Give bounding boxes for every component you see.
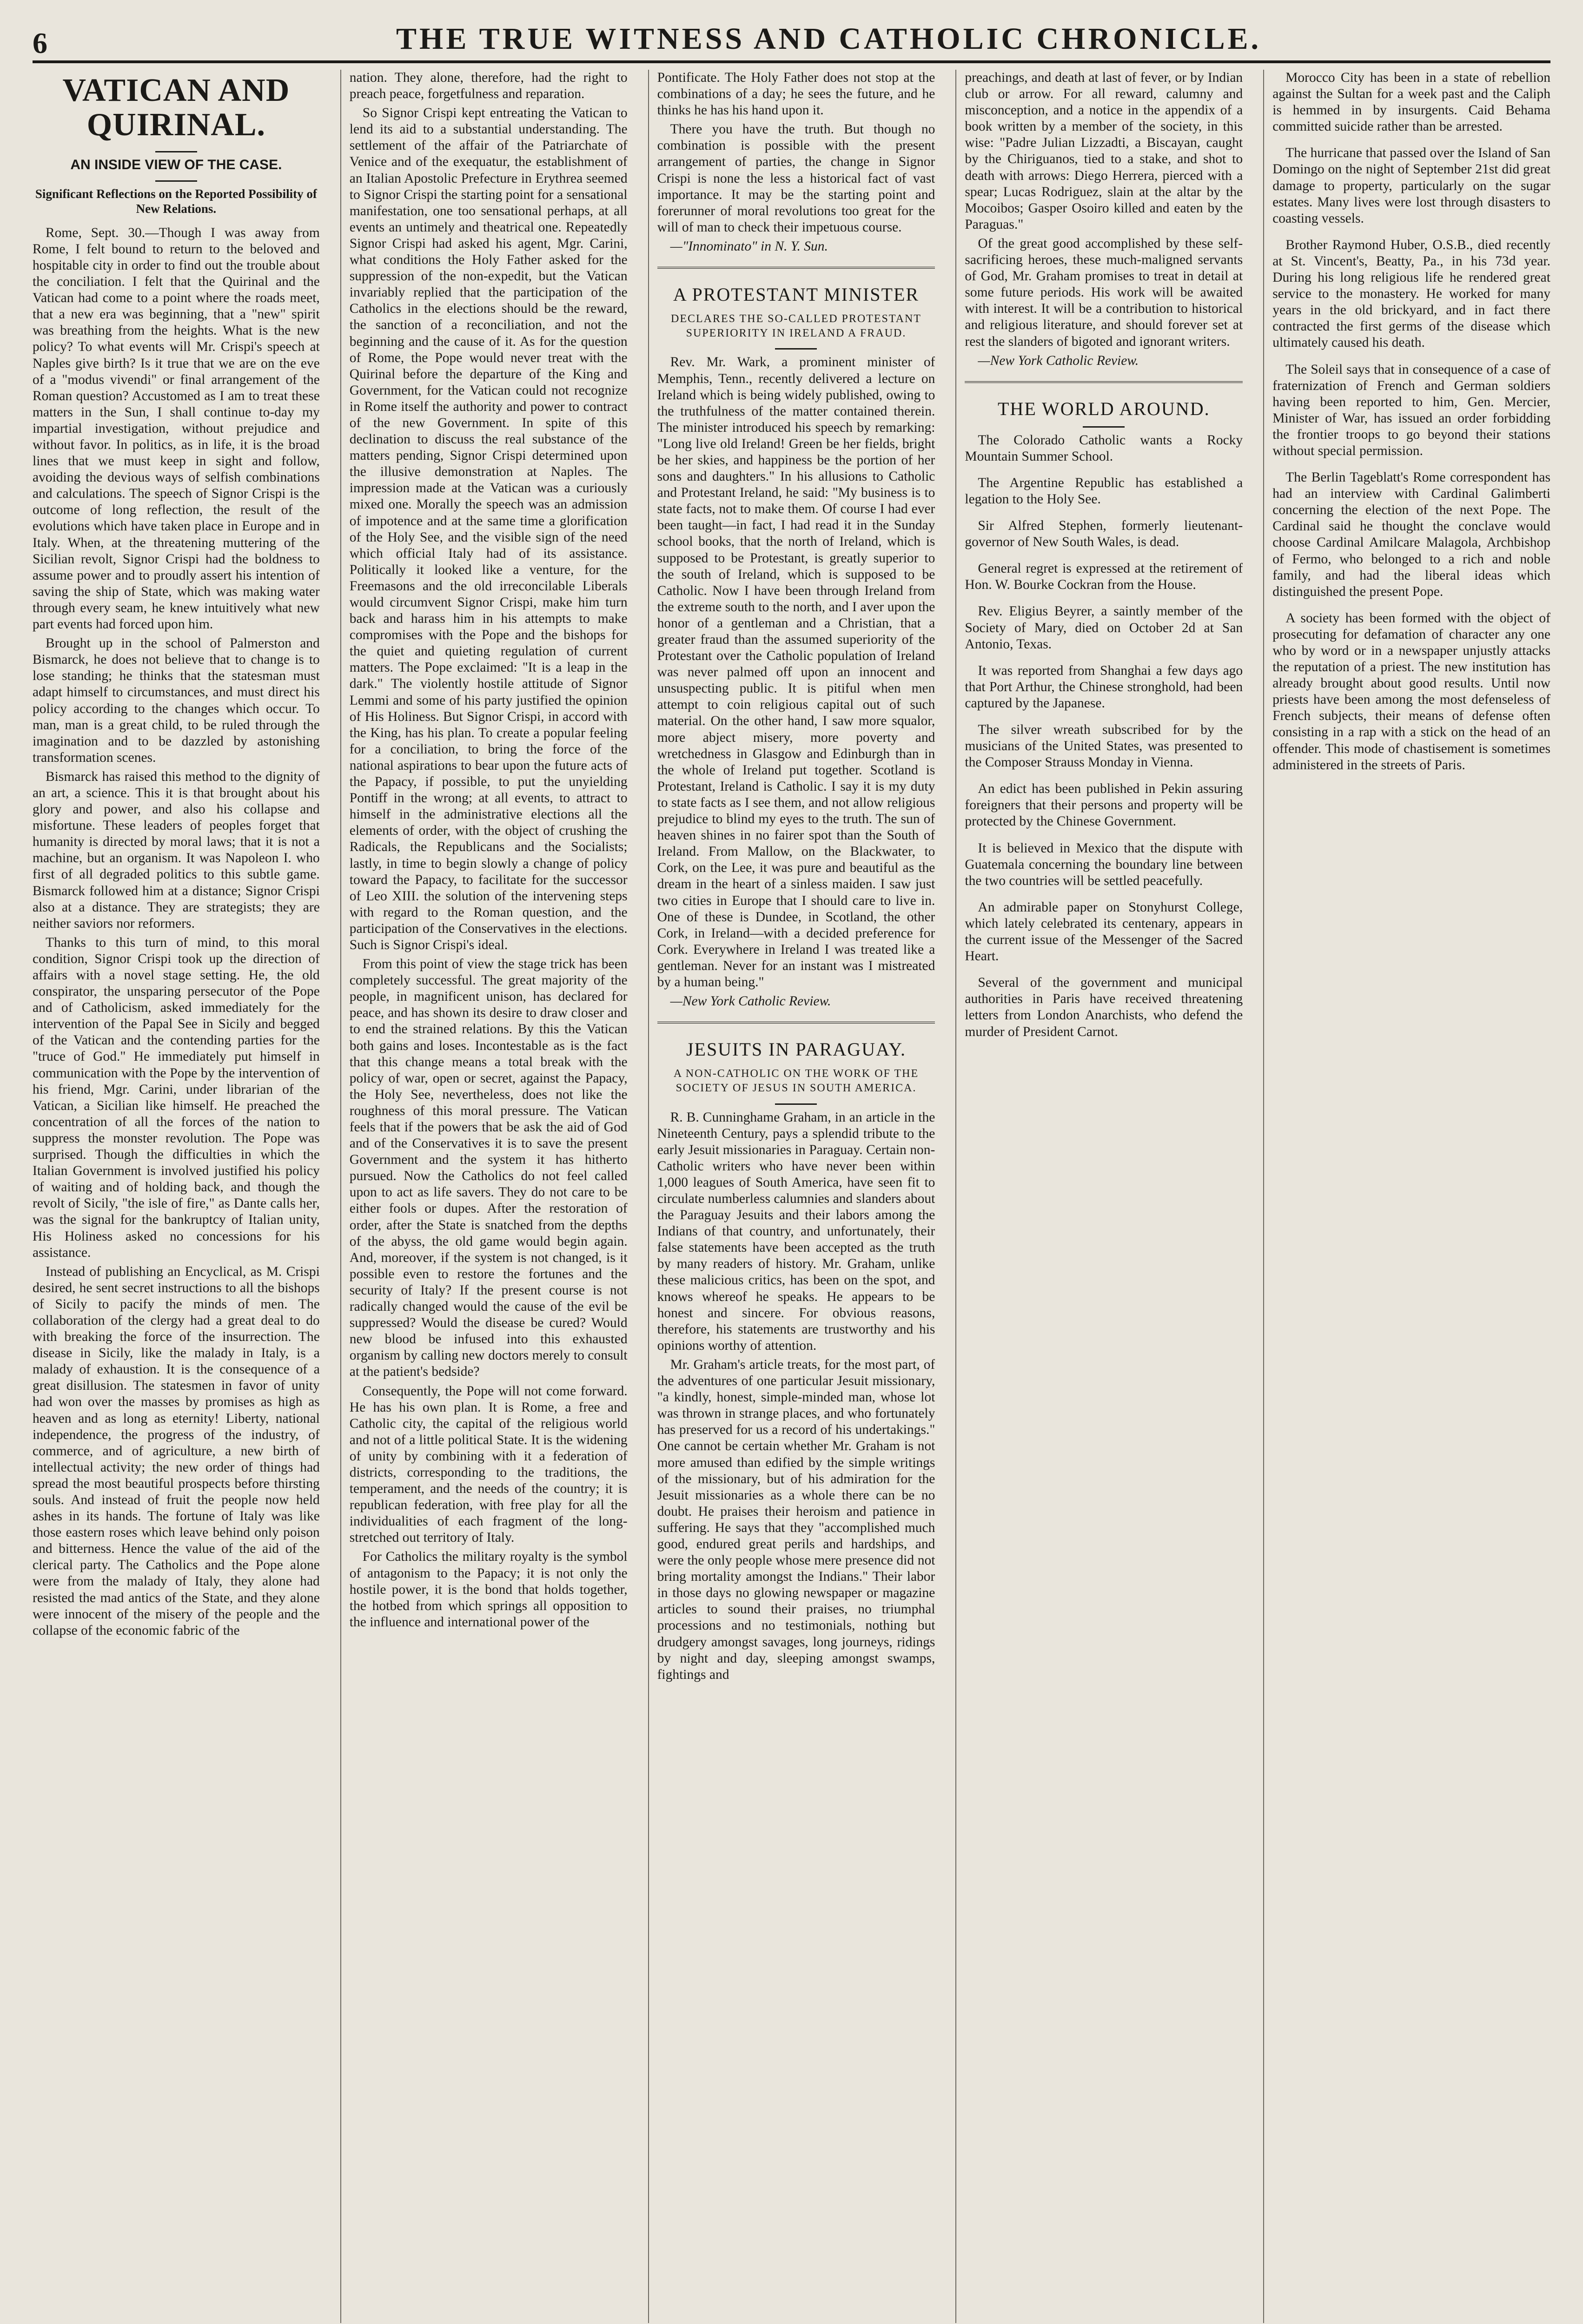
column-4	[955, 70, 1243, 2323]
vatican-paragraph: Instead of publishing an Encyclical, as M. Crispi desired, he sent secret instructions to all the bishops of Sicily to pacify the minds of men. The collaboration of the clergy had a great deal to do with breaking the force of the insurrection. The disease in Sicily, like the malady in Italy, is a malady of exhaustion. It is the consequence of a great disillusion. The statesmen in favor of unity had won over the masses by promises as high as heaven and as long as eternity! Liberty, national independence, the progress of the industry, of commerce, and of agriculture, a new birth of intellectual activity; the new order of things had spread the most beautiful prospects before thirsting souls. And instead of fruit the people now held ashes in its hands. The fortune of Italy was like those eastern roses which leave behind only poison and bitterness. Hence the value of the aid of the clerical party. The Catholics and the Pope alone were from the malady of Italy, they alone had resisted the mad antics of the State, and they alone were innocent of the misery of the people and the collapse of the economic fabric of the	[33, 1264, 320, 1638]
vatican-paragraph: So Signor Crispi kept entreating the Vatican to lend its aid to a substantial understanding. The settlement of the affair of the Patriarchate of Venice and of the exequatur, the establishment of an Italian Apostolic Prefecture in Erythrea seemed to Signor Crispi the starting point for a sensational manifestation, one too sensational perhaps, at all events an untimely and theatrical one. Repeatedly Signor Crispi had asked his agent, Mgr. Carini, what conditions the Holy Father asked for the suppression of the non-expedit, but the Vatican invariably replied that the participation of the Catholics in the elections should be the reward, the sanction of a reconciliation, and not the beginning and the cause of it. As for the question of Rome, the Pope would never treat with the Quirinal before the departure of the King and Government, for the Vatican could not recognize in Rome itself the authority and power to contract of the new Government. In spite of this declination to discuss the real substance of the matters pending, Signor Crispi determined upon the illusive demonstration at Naples. The impression made at the Vatican was a curiously mixed one. Morally the speech was an admission of impotence and at the same time a glorification of the Holy See, and the visible sign of the need which official Italy had of its assistance. Politically it looked like a venture, for the Freemasons and the old irreconcilable Liberals would circumvent Signor Crispi, make him turn back and harass him in his attempts to make compromises with the Pope and the bishops for the quiet and quieting regulation of current matters. The Pope exclaimed: "It is a leap in the dark." The violently hostile attitude of Signor Lemmi and some of his party justified the opinion of His Holiness. But Signor Crispi, in accord with the King, has his plan. To create a popular feeling for a conciliation, to bring the force of the national aspirations to bear upon the future acts of the Papacy, if possible, to put the unyielding Pontiff in the wrong; at all events, to attract to himself in the administrative elections all the elements of order, with the object of crushing the Radicals, the Republicans and the Socialists; lastly, in time to begin slowly a change of policy toward the Papacy, to facilitate for the successor of Leo XIII. the solution of the intervening steps with regard to the Roman question, and the participation of the Conservatives in the elections. Such is Signor Crispi's ideal.	[349, 106, 628, 952]
article-columns	[33, 70, 1550, 2323]
subdeck-rule	[775, 1103, 817, 1105]
vatican-subdeck: Significant Reflections on the Reported Possibility of New Relations.	[35, 187, 317, 216]
jesuits-paragraph: Mr. Graham's article treats, for the most part, of the adventures of one particular Jesuit missionary, "a kindly, honest, simple-minded man, whose lot was thrown in strange places, and who fortunately has preserved for us a record of his undertakings." One cannot be certain whether Mr. Graham is not more amused than edified by the simple writings of the missionary, but of his admiration for the Jesuit missionaries as a whole there can be no doubt. He praises their heroism and patience in suffering. He says that they "accomplished much good, endured great perils and hardships, and were the only people whose mere presence did not bring mortality amongst the Indians." Their labor in those days no glowing newspaper or magazine articles to sound their praises, no triumphal processions and no testimonials, nothing but drudgery amongst savages, long journeys, ridings by night and day, sleeping amongst swamps, fightings and	[657, 1357, 935, 1682]
protestant-credit: —New York Catholic Review.	[670, 994, 831, 1009]
jesuits-headline: JESUITS IN PARAGUAY.	[686, 1039, 907, 1060]
news-item: An admirable paper on Stonyhurst College, which lately celebrated its centenary, appears in the current issue of the Messenger of the Sacred Heart.	[965, 899, 1243, 964]
vatican-paragraph: For Catholics the military royalty is the symbol of antagonism to the Papacy; it is not only the hostile power, it is the bond that holds together, the hotbed from which springs all opposition to the influence and international power of the	[349, 1549, 628, 1630]
world-headline: THE WORLD AROUND.	[998, 398, 1210, 419]
news-item: The Soleil says that in consequence of a case of fraternization of French and German soldiers having been reported to him, Gen. Mercier, Minister of War, has issued an order forbidding the frontier troops to go beyond their stations without special permission.	[1272, 362, 1550, 458]
column-1	[33, 70, 320, 2323]
vatican-headline: VATICAN AND QUIRINAL.	[62, 73, 290, 143]
news-item: The Berlin Tageblatt's Rome correspondent has had an interview with Cardinal Galimberti concerning the election of the next Pope. The Cardinal said he thought the conclave would choose Cardinal Amilcare Malagola, Archbishop of Fermo, who belonged to a rich and noble family, and had the liberal ideas which distinguished the present Pope.	[1272, 470, 1550, 599]
news-item: A society has been formed with the object of prosecuting for defamation of character any one who by word or in a newspaper unjustly attacks the reputation of a priest. The new institution has already brought about good results. Until now priests have been among the most defenseless of French subjects, their means of defense often consisting in a rap with a stick on the head of an offender. This mode of chastisement is sometimes administered in the streets of Paris.	[1272, 610, 1550, 772]
news-item: The hurricane that passed over the Island of San Domingo on the night of September 21st did great damage to property, particularly on the sugar estates. Many lives were lost through disasters to coasting vessels.	[1272, 145, 1550, 226]
jesuits-paragraph: Of the great good accomplished by these self-sacrificing heroes, these much-maligned servants of God, Mr. Graham promises to treat in detail at some future periods. His work will be awaited with interest. It will be a contribution to historical and religious literature, and should forever set at rest the slanders of bigoted and ignorant writers.	[965, 236, 1243, 349]
news-item: Several of the government and municipal authorities in Paris have received threatening letters from London Anarchists, who defend the murder of President Carnot.	[965, 975, 1243, 1039]
headline-rule	[1083, 426, 1125, 428]
vatican-paragraph: Brought up in the school of Palmerston and Bismarck, he does not believe that to change is to lose standing; he thinks that the statesman must adapt himself to circumstances, and must direct his policy according to the changes which occur. To man, man is a great child, to be ruled through the imagination and to be dazzled by astonishing transformation scenes.	[33, 636, 320, 765]
vatican-paragraph: There you have the truth. But though no combination is possible with the present arrangement of parties, the change in Signor Crispi is none the less a historical fact of vast importance. It may be the starting point and forerunner of moral revolutions too great for the will of man to check their impetuous course.	[657, 122, 935, 235]
news-item: The Argentine Republic has established a legation to the Holy See.	[965, 475, 1243, 507]
vatican-deck: AN INSIDE VIEW OF THE CASE.	[70, 157, 282, 172]
news-item: An edict has been published in Pekin assuring foreigners that their persons and property will be protected by the Chinese Government.	[965, 781, 1243, 829]
vatican-paragraph: nation. They alone, therefore, had the right to preach peace, forgetfulness and reparation.	[349, 70, 628, 102]
news-item: It is believed in Mexico that the dispute with Guatemala concerning the boundary line between the two countries will be settled peacefully.	[965, 840, 1243, 888]
jesuits-paragraph: preachings, and death at last of fever, or by Indian club or arrow. For all reward, calumny and misconception, and a notice in the appendix of a book written by a member of the society, in this wise: "Padre Julian Lizzadti, a Biscayan, caught by the Chiriguanos, tied to a stake, and shot to death with arrows: Diego Herrera, pierced with a spear; Lucas Rodriguez, slain at the altar by the Mocoibos; Gasper Osoiro killed and eaten by the Paraguas."	[965, 70, 1243, 232]
protestant-headline: A PROTESTANT MINISTER	[673, 284, 920, 305]
vatican-paragraph: Rome, Sept. 30.—Though I was away from Rome, I felt bound to return to the beloved and hospitable city in order to find out the trouble about the conciliation. I felt that the Quirinal and the Vatican had come to a point where the roads meet, that a new era was beginning, that a "new" spirit was breathing from the heights. What is the new policy? To what events will Mr. Crispi's speech at Naples give birth? Is it true that we are on the eve of a "modus vivendi" or final arrangement of the Roman question? Accustomed as I am to treat these matters in the Sun, I shall continue to-day my impartial investigation, without prejudice and without favor. In politics, as in life, it is the broad lines that we must keep in sight and follow, avoiding the devious ways of selfish combinations and calculations. The speech of Signor Crispi is the outcome of long reflection, the result of the evolutions which have taken place in Europe and in Italy. When, at the threatening muttering of the Sicilian revolt, Signor Crispi had the boldness to assume power and to proudly assert his intention of saving the ship of State, which was making water through every seam, he knew intuitively what new part events had forced upon him.	[33, 225, 320, 632]
news-item: Morocco City has been in a state of rebellion against the Sultan for a week past and the Caliph is hemmed in by insurgents. Caid Behama committed suicide rather than be arrested.	[1272, 70, 1550, 134]
news-item: Brother Raymond Huber, O.S.B., died recently at St. Vincent's, Beatty, Pa., in his 73d year. During his long religious life he rendered great service to the monastery. He worked for many years in the old brickyard, and in fact there contracted the first germs of the disease which ultimately caused his death.	[1272, 237, 1550, 350]
vatican-paragraph: From this point of view the stage trick has been completely successful. The great majority of the people, in magnificent unison, has declared for peace, and has shown its desire to draw closer and to end the strained relations. By this the Vatican both gains and loses. Incontestable as is the fact that this change means a total break with the policy of war, open or secret, against the Papacy, the Holy See, nevertheless, does not like the roughness of this moral pressure. The Vatican feels that if the powers that be ask the aid of God and of the Conservatives it is to save the present Government and the system it has hitherto pursued. Now the Catholics do not feel called upon to act as life savers. They do not care to be either fools or dupes. After the restoration of order, after the State is snatched from the depths of the abyss, the old game would begin again. And, moreover, if the system is not changed, is it possible even to restore the fortunes and the security of Italy? If the present course is not radically changed would the cause of the evil be suppressed? Would the disease be cured? Would new blood be infused into this exhausted organism by calling new doctors merely to consult at the patient's bedside?	[349, 957, 628, 1380]
subdeck-rule	[775, 348, 817, 350]
column-3	[648, 70, 935, 2323]
column-5	[1263, 70, 1550, 2323]
protestant-paragraph: Rev. Mr. Wark, a prominent minister of Memphis, Tenn., recently delivered a lecture on Ireland which is being widely published, owing to the truthfulness of the matter contained therein. The minister introduced his speech by remarking: "Long live old Ireland! Green be her fields, bright be her skies, and happiness be the portion of her sons and daughters." In his allusions to Catholic and Protestant Ireland, he said: "My business is to state facts, not to make them. Of course I had ever been taught—in fact, I had read it in the Sunday school books, that the north of Ireland, which is supposed to be Protestant, is greatly superior to the south of Ireland, which is supposed to be Catholic. Now I have been through Ireland from the extreme south to the north, and I aver upon the honor of a gentleman and a Christian, that a greater fraud than the assumed superiority of the Protestant over the Catholic population of Ireland was never palmed off upon an innocent and unsuspecting public. It is pitiful when men attempt to coin religious capital out of such material. On the other hand, I saw more squalor, more abject misery, more poverty and wretchedness in Glasgow and Edinburgh than in the whole of Ireland put together. Scotland is Protestant, Ireland is Catholic. I say it is my duty to state facts as I see them, and not allow religious prejudice to blind my eyes to the truth. The sun of heaven shines in no fairer spot than the South of Ireland. From Mallow, on the Blackwater, to Cork, on the Lee, it was pure and beautiful as the dream in the heart of a sinless maiden. I saw just two cities in Europe that I should care to live in. One of these is Dundee, in Scotland, the other Cork, in Ireland—with a decided preference for Cork. Everywhere in Ireland I was treated like a gentleman. Never for an instant was I mistreated by a human being."	[657, 355, 935, 990]
jesuits-credit: —New York Catholic Review.	[978, 353, 1139, 368]
news-item: General regret is expressed at the retirement of Hon. W. Bourke Cockran from the House.	[965, 561, 1243, 593]
headline-rule	[155, 151, 197, 152]
deck-rule	[155, 180, 197, 182]
vatican-paragraph: Bismarck has raised this method to the dignity of an art, a science. This it is that brought about his glory and power, and also his collapse and misfortune. These leaders of peoples forget that humanity is directed by moral laws; that it is not a machine, but an organism. It was Napoleon I. who first of all degraded politics to this subtle game. Bismarck followed him at a distance; Signor Crispi also at a distance. They are strategists; they are neither saviors nor reformers.	[33, 769, 320, 931]
jesuits-subdeck: A NON-CATHOLIC ON THE WORK OF THE SOCIETY OF JESUS IN SOUTH AMERICA.	[673, 1068, 919, 1095]
protestant-subdeck: DECLARES THE SO-CALLED PROTESTANT SUPERIORITY IN IRELAND A FRAUD.	[671, 313, 921, 340]
newspaper-title: THE TRUE WITNESS AND CATHOLIC CHRONICLE.	[396, 22, 1262, 56]
section-divider	[657, 1022, 935, 1023]
jesuits-paragraph: R. B. Cunninghame Graham, in an article in the Nineteenth Century, pays a splendid tribute to the early Jesuit missionaries in Paraguay. Certain non-Catholic writers who have never been within 1,000 leagues of South America, have seen fit to circulate numberless calumnies and slanders about the Paraguay Jesuits and their labors among the Indians of that country, and unfortunately, their false statements have been accepted as the truth by many readers of history. Mr. Graham, unlike these malicious critics, has been on the spot, and knows whereof he speaks. He appears to be honest and sincere. For obvious reasons, therefore, his statements are trustworthy and his opinions worthy of attention.	[657, 1109, 935, 1353]
news-item: Sir Alfred Stephen, formerly lieutenant-governor of New South Wales, is dead.	[965, 518, 1243, 550]
page-number: 6	[33, 26, 47, 59]
vatican-paragraph: Thanks to this turn of mind, to this moral condition, Signor Crispi took up the direction of affairs with a novel stage setting. He, the old conspirator, the unsparing persecutor of the Pope and of Catholicism, asked immediately for the intervention of the Papal See in Sicily and begged of the Vatican and the contending parties for the "truce of God." He immediately put himself in communication with the Pope by the intervention of his friend, Mgr. Carini, under librarian of the Vatican, a Sicilian like himself. He preached the concentration of all the forces of the nation to suppress the monster revolution. The Pope was surprised. Though the difficulties in which the Italian Government is involved justified his policy of waiting and of holding back, and though the revolt of Sicily, "the isle of fire," as Dante calls her, was the signal for the bankruptcy of Italian unity, His Holiness asked no concessions for his assistance.	[33, 935, 320, 1260]
section-divider	[965, 381, 1243, 383]
masthead	[33, 5, 1550, 63]
column-2	[340, 70, 628, 2323]
news-item: It was reported from Shanghai a few days ago that Port Arthur, the Chinese stronghold, had been captured by the Japanese.	[965, 663, 1243, 711]
news-item: The Colorado Catholic wants a Rocky Mountain Summer School.	[965, 432, 1243, 464]
vatican-credit: —"Innominato" in N. Y. Sun.	[670, 238, 828, 254]
section-divider	[657, 267, 935, 269]
vatican-paragraph: Pontificate. The Holy Father does not stop at the combinations of a day; he sees the future, and he thinks he has his hand upon it.	[657, 70, 935, 118]
vatican-paragraph: Consequently, the Pope will not come forward. He has his own plan. It is Rome, a free and Catholic city, the capital of the religious world and not of a little political State. It is the widening of unity by combining with it a federation of districts, corresponding to the traditions, the temperament, and the needs of the country; it is republican federation, with free play for all the individualities of each fragment of the long-stretched out territory of Italy.	[349, 1383, 628, 1545]
news-item: The silver wreath subscribed for by the musicians of the United States, was presented to the Composer Strauss Monday in Vienna.	[965, 722, 1243, 770]
news-item: Rev. Eligius Beyrer, a saintly member of the Society of Mary, died on October 2d at San Antonio, Texas.	[965, 604, 1243, 652]
